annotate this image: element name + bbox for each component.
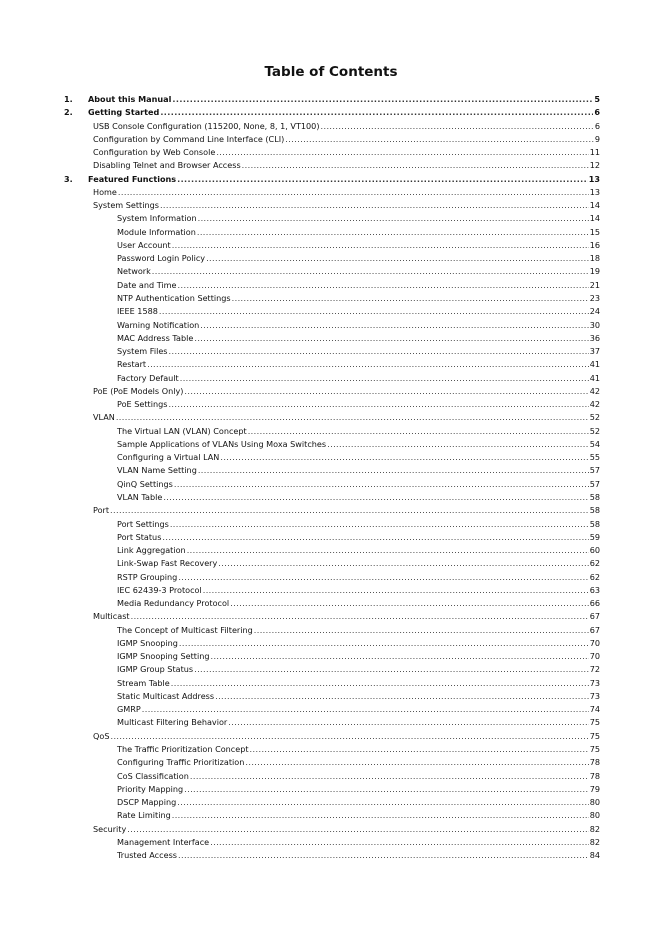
dot-leader [215,690,589,703]
toc-entry[interactable] [64,544,600,557]
dot-leader [131,610,589,623]
toc-entry[interactable] [64,146,600,159]
toc-entry-line [93,823,600,836]
toc-entry-line [93,730,600,743]
dot-leader [147,358,589,371]
dot-leader [184,783,589,796]
toc-entry[interactable] [64,159,600,172]
toc-entry-page[interactable]: 52 [589,412,600,423]
toc-entry-label[interactable]: Date and Time [117,279,177,290]
toc-entry-line [117,544,600,557]
toc-entry-line [117,212,600,225]
toc-entry-line [117,531,600,544]
toc-entry[interactable] [64,677,600,690]
toc-entry[interactable] [64,650,600,663]
toc-entry[interactable] [64,464,600,477]
toc-entry-page[interactable]: 62 [589,571,600,582]
toc-entry[interactable] [64,637,600,650]
toc-entry-line [117,518,600,531]
toc-entry-page[interactable]: 42 [589,399,600,410]
dot-leader [118,186,589,199]
toc-entry-line [93,146,600,159]
toc-entry-label[interactable]: VLAN Name Setting [117,465,197,476]
toc-entry-page[interactable]: 70 [589,651,600,662]
toc-entry[interactable] [64,173,600,186]
dot-leader [218,557,588,570]
toc-entry-label[interactable]: QoS [93,730,110,741]
toc-entry-line [117,279,600,292]
dot-leader [152,265,589,278]
toc-entry-page[interactable]: 60 [589,545,600,556]
toc-entry-page[interactable]: 11 [589,147,600,158]
toc-entry-page[interactable]: 54 [589,438,600,449]
toc-entry-line [117,345,600,358]
dot-leader [127,823,588,836]
toc-entry[interactable] [64,491,600,504]
toc-entry-label[interactable]: User Account [117,239,171,250]
toc-entry[interactable] [64,120,600,133]
toc-entry-label[interactable]: MAC Address Table [117,332,194,343]
toc-entry-label[interactable]: Home [93,186,117,197]
dot-leader [203,584,589,597]
toc-entry-label[interactable]: Configuration by Web Console [93,147,216,158]
page-title: Table of Contents [264,64,398,80]
toc-entry-page[interactable]: 52 [589,425,600,436]
dot-leader [184,385,588,398]
toc-entry[interactable] [64,809,600,822]
dot-leader [169,345,589,358]
toc-entry-line [117,372,600,385]
toc-entry-line [117,783,600,796]
toc-entry-label[interactable]: Management Interface [117,836,210,847]
dot-leader [321,120,594,133]
toc-entry[interactable] [64,836,600,849]
toc-entry-line [117,478,600,491]
dot-leader [159,305,589,318]
toc-entry-page[interactable]: 79 [589,783,600,794]
toc-entry-label[interactable]: Featured Functions [88,173,177,184]
dot-leader [178,571,588,584]
toc-entry[interactable] [64,557,600,570]
toc-entry[interactable] [64,716,600,729]
dot-leader [232,292,589,305]
dot-leader [178,279,589,292]
toc-entry-label[interactable]: PoE Settings [117,399,168,410]
dot-leader [178,849,589,862]
toc-entry-page[interactable]: 78 [589,770,600,781]
toc-entry[interactable] [64,571,600,584]
dot-leader [197,226,589,239]
toc-entry-label[interactable]: Password Login Policy [117,253,206,264]
toc-entry-page[interactable]: 58 [589,518,600,529]
toc-entry-page[interactable]: 37 [589,346,600,357]
toc-entry-line [93,610,600,623]
toc-entry-page[interactable]: 74 [589,704,600,715]
dot-leader [210,836,589,849]
dot-leader [177,173,588,186]
table-of-contents [64,93,600,862]
toc-entry-line [117,650,600,663]
toc-entry-page[interactable]: 41 [589,359,600,370]
toc-entry[interactable] [64,531,600,544]
toc-entry[interactable] [64,332,600,345]
toc-entry-page[interactable]: 42 [589,385,600,396]
toc-entry[interactable] [64,372,600,385]
dot-leader [198,212,589,225]
toc-entry-label[interactable]: NTP Authentication Settings [117,292,231,303]
dot-leader [116,411,589,424]
toc-entry-label[interactable]: The Concept of Multicast Filtering [117,624,253,635]
dot-leader [177,796,588,809]
toc-entry[interactable] [64,106,600,119]
dot-leader [162,531,588,544]
toc-entry-label[interactable]: Disabling Telnet and Browser Access [93,160,241,171]
toc-entry[interactable] [64,239,600,252]
toc-entry-label[interactable]: Trusted Access [117,850,177,861]
toc-entry-page[interactable]: 75 [589,717,600,728]
dot-leader [228,716,588,729]
toc-entry-label[interactable]: Multicast Filtering Behavior [117,717,228,728]
toc-entry-label[interactable]: IGMP Snooping Setting [117,651,210,662]
dot-leader [285,133,594,146]
toc-entry-label[interactable]: QinQ Settings [117,478,173,489]
toc-entry-line [117,571,600,584]
dot-leader [174,478,589,491]
toc-entry-page[interactable]: 36 [589,332,600,343]
toc-entry-line [117,226,600,239]
toc-entry-page[interactable]: 82 [589,836,600,847]
dot-leader [180,372,589,385]
toc-entry[interactable] [64,663,600,676]
toc-entry-page[interactable]: 58 [589,491,600,502]
toc-entry[interactable] [64,730,600,743]
toc-entry-line [93,199,600,212]
dot-leader [160,199,589,212]
toc-entry[interactable] [64,796,600,809]
toc-entry-page[interactable]: 75 [589,744,600,755]
toc-entry-label[interactable]: About this Manual [88,94,172,104]
toc-entry-page[interactable]: 78 [589,757,600,768]
dot-leader [190,770,589,783]
toc-entry-number: 1. [64,94,73,104]
toc-entry-label[interactable]: Static Multicast Address [117,690,215,701]
toc-entry-page[interactable]: 13 [589,186,600,197]
dot-leader [168,398,588,411]
dot-leader [172,93,593,106]
dot-leader [210,650,588,663]
toc-entry[interactable] [64,226,600,239]
toc-entry-line [117,597,600,610]
toc-entry-line [117,849,600,862]
toc-entry-line [93,120,600,133]
toc-entry[interactable] [64,385,600,398]
dot-leader [172,809,589,822]
dot-leader [172,239,589,252]
toc-entry-page[interactable]: 9 [594,133,600,144]
dot-leader [160,106,593,119]
toc-entry-page[interactable]: 66 [589,598,600,609]
dot-leader [220,451,588,464]
toc-entry-line [117,464,600,477]
toc-entry-label[interactable]: Restart [117,359,147,370]
toc-entry-number: 2. [64,107,73,118]
toc-entry-page[interactable]: 15 [589,226,600,237]
toc-entry-page[interactable]: 72 [589,664,600,675]
toc-entry-page[interactable]: 59 [589,531,600,542]
toc-entry-label[interactable]: Media Redundancy Protocol [117,598,230,609]
toc-entry-page[interactable]: 73 [589,677,600,688]
toc-entry-line [93,159,600,172]
toc-entry-label[interactable]: Link-Swap Fast Recovery [117,558,218,569]
toc-entry-label[interactable]: Port [93,505,110,516]
toc-entry-label[interactable]: Port Status [117,531,162,542]
toc-entry-line [117,332,600,345]
toc-entry-page[interactable]: 18 [589,253,600,264]
toc-entry-page[interactable]: 19 [589,266,600,277]
toc-entry-line [117,319,600,332]
toc-entry-line [117,677,600,690]
toc-entry-line [93,411,600,424]
dot-leader [194,663,589,676]
toc-entry[interactable] [64,212,600,225]
toc-entry-line [117,252,600,265]
toc-entry[interactable] [64,438,600,451]
toc-entry-label[interactable]: Link Aggregation [117,545,186,556]
dot-leader [142,703,589,716]
toc-entry-line [93,133,600,146]
dot-leader [242,159,589,172]
toc-entry-page[interactable]: 6 [594,107,600,118]
toc-entry-label[interactable]: Configuration by Command Line Interface (CLI) [93,133,285,144]
toc-entry-page[interactable]: 82 [589,823,600,834]
toc-entry[interactable] [64,610,600,623]
toc-entry-label[interactable]: The Traffic Prioritization Concept [117,744,249,755]
toc-entry-line [117,584,600,597]
toc-entry-label[interactable]: Getting Started [88,107,160,118]
toc-entry-page[interactable]: 62 [589,558,600,569]
toc-entry-line [117,796,600,809]
toc-entry[interactable] [64,584,600,597]
toc-entry-label[interactable]: IGMP Group Status [117,664,194,675]
toc-entry-label[interactable]: Multicast [93,611,130,622]
toc-entry-page[interactable]: 16 [589,239,600,250]
toc-entry-label[interactable]: Rate Limiting [117,810,171,821]
toc-entry-line [117,690,600,703]
toc-entry-page[interactable]: 57 [589,465,600,476]
toc-entry-page[interactable]: 12 [589,160,600,171]
toc-entry-line [117,637,600,650]
toc-entry[interactable] [64,451,600,464]
dot-leader [110,504,589,517]
toc-entry-page[interactable]: 41 [589,372,600,383]
toc-entry-line [117,743,600,756]
toc-entry-line [117,265,600,278]
toc-entry-label[interactable]: IEEE 1588 [117,306,158,317]
toc-entry-line [117,557,600,570]
toc-entry[interactable] [64,504,600,517]
toc-entry-label[interactable]: Sample Applications of VLANs Using Moxa Switches [117,438,327,449]
toc-entry-label[interactable]: Security [93,823,127,834]
toc-entry[interactable] [64,398,600,411]
toc-entry-line [117,305,600,318]
toc-entry-page[interactable]: 23 [589,292,600,303]
dot-leader [194,332,588,345]
toc-entry-label[interactable]: Warning Notification [117,319,200,330]
toc-entry-label[interactable]: Configuring Traffic Prioritization [117,757,245,768]
toc-entry-label[interactable]: Network [117,266,151,277]
dot-leader [216,146,588,159]
toc-entry-line [117,438,600,451]
toc-entry-line [117,756,600,769]
dot-leader [327,438,589,451]
toc-entry[interactable] [64,425,600,438]
dot-leader [254,624,589,637]
toc-entry-line [93,186,600,199]
toc-entry-line [117,624,600,637]
dot-leader [171,677,589,690]
dot-leader [248,425,589,438]
toc-entry[interactable] [64,597,600,610]
toc-entry-page[interactable]: 6 [594,120,600,131]
toc-entry-label[interactable]: Factory Default [117,372,179,383]
toc-entry-page[interactable]: 80 [589,797,600,808]
toc-entry-line [93,504,600,517]
toc-entry[interactable] [64,770,600,783]
toc-entry-line [117,491,600,504]
toc-entry[interactable] [64,279,600,292]
toc-entry-line [117,703,600,716]
toc-entry-line [117,809,600,822]
toc-entry-page[interactable]: 14 [589,200,600,211]
dot-leader [163,491,588,504]
toc-entry-label[interactable]: RSTP Grouping [117,571,178,582]
toc-entry-page[interactable]: 13 [588,173,600,184]
dot-leader [187,544,589,557]
toc-entry-label[interactable]: PoE (PoE Models Only) [93,385,184,396]
toc-entry-line [117,451,600,464]
toc-entry[interactable] [64,783,600,796]
toc-entry[interactable] [64,518,600,531]
toc-entry-label[interactable]: IGMP Snooping [117,637,178,648]
toc-entry[interactable] [64,305,600,318]
toc-entry-line [117,239,600,252]
toc-entry[interactable] [64,358,600,371]
toc-entry[interactable] [64,756,600,769]
toc-entry-line [88,106,600,119]
toc-entry-line [117,425,600,438]
dot-leader [170,518,589,531]
toc-entry[interactable] [64,93,600,106]
toc-entry-page[interactable]: 5 [594,94,600,104]
toc-entry-page[interactable]: 67 [589,624,600,635]
toc-entry[interactable] [64,133,600,146]
toc-entry-page[interactable]: 70 [589,637,600,648]
toc-entry-page[interactable]: 57 [589,478,600,489]
dot-leader [250,743,589,756]
toc-entry-line [117,398,600,411]
toc-entry-page[interactable]: 24 [589,306,600,317]
toc-entry-page[interactable]: 63 [589,584,600,595]
toc-entry-label[interactable]: VLAN [93,412,115,423]
dot-leader [198,464,589,477]
toc-entry[interactable] [64,252,600,265]
toc-entry[interactable] [64,624,600,637]
dot-leader [110,730,588,743]
dot-leader [245,756,588,769]
dot-leader [200,319,588,332]
toc-entry-label[interactable]: Module Information [117,226,196,237]
toc-entry-line [117,770,600,783]
toc-entry-page[interactable]: 75 [589,730,600,741]
toc-entry-label[interactable]: USB Console Configuration (115200, None, 8, 1, VT100) [93,120,320,131]
toc-entry[interactable] [64,743,600,756]
dot-leader [230,597,589,610]
toc-entry-page[interactable]: 21 [589,279,600,290]
toc-entry-line [117,836,600,849]
toc-entry-label[interactable]: Stream Table [117,677,170,688]
toc-entry[interactable] [64,478,600,491]
toc-entry-line [117,358,600,371]
toc-entry-page[interactable]: 58 [589,505,600,516]
toc-entry[interactable] [64,849,600,862]
toc-entry-line [88,173,600,186]
toc-entry-label[interactable]: The Virtual LAN (VLAN) Concept [117,425,247,436]
toc-entry-label[interactable]: Priority Mapping [117,783,184,794]
toc-entry-label[interactable]: System Files [117,346,168,357]
toc-entry-line [117,663,600,676]
toc-entry[interactable] [64,319,600,332]
dot-leader [179,637,589,650]
toc-entry-label[interactable]: IEC 62439-3 Protocol [117,584,202,595]
toc-entry[interactable] [64,823,600,836]
toc-entry[interactable] [64,690,600,703]
toc-entry-label[interactable]: Configuring a Virtual LAN [117,452,220,463]
toc-entry[interactable] [64,411,600,424]
toc-entry-number: 3. [64,173,73,184]
toc-entry[interactable] [64,703,600,716]
toc-entry-label[interactable]: CoS Classification [117,770,189,781]
toc-entry-label[interactable]: System Information [117,213,197,224]
toc-entry-line [117,716,600,729]
dot-leader [206,252,589,265]
toc-entry[interactable] [64,199,600,212]
toc-entry-line [88,93,600,106]
toc-entry-label[interactable]: System Settings [93,200,159,211]
toc-entry-label[interactable]: GMRP [117,704,141,715]
toc-entry-page[interactable]: 67 [589,611,600,622]
toc-entry-page[interactable]: 55 [589,452,600,463]
toc-entry-page[interactable]: 30 [589,319,600,330]
toc-entry-page[interactable]: 84 [589,850,600,861]
toc-entry-line [93,385,600,398]
toc-entry-page[interactable]: 14 [589,213,600,224]
toc-entry-line [117,292,600,305]
toc-entry-label[interactable]: Port Settings [117,518,169,529]
toc-entry-label[interactable]: VLAN Table [117,491,163,502]
toc-entry[interactable] [64,186,600,199]
toc-entry-page[interactable]: 73 [589,690,600,701]
toc-entry-page[interactable]: 80 [589,810,600,821]
toc-entry-label[interactable]: DSCP Mapping [117,797,177,808]
toc-entry[interactable] [64,292,600,305]
toc-entry[interactable] [64,265,600,278]
toc-entry[interactable] [64,345,600,358]
